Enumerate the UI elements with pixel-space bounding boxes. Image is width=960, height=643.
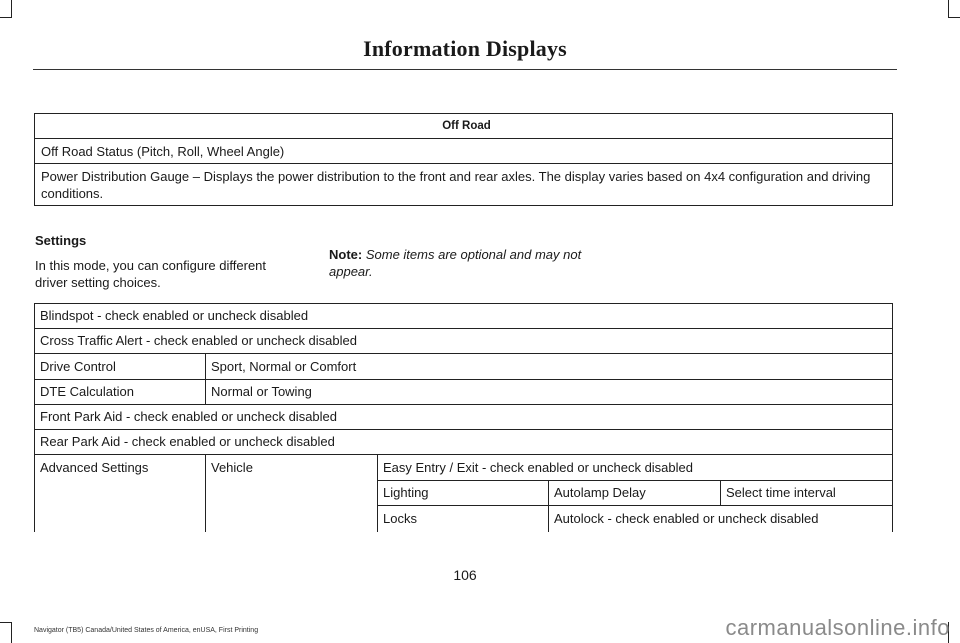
table-row: Off Road Status (Pitch, Roll, Wheel Angle) [35, 139, 893, 164]
table-cell: Locks [383, 511, 417, 526]
watermark: carmanualsonline.info [725, 615, 950, 640]
table-cell: Autolamp Delay [554, 485, 646, 500]
table-cell: Drive Control [40, 359, 116, 374]
page-title: Information Displays [363, 36, 567, 61]
table-rule [205, 454, 206, 532]
note-text: Some items are optional and may not appear. [329, 247, 582, 279]
crop-mark [11, 0, 12, 18]
crop-mark [11, 622, 12, 643]
table-cell: Select time interval [726, 485, 836, 500]
table-row: Power Distribution Gauge – Displays the power distribution to the front and rear axles. The display varies based on 4x4 configuration and driving conditions. [35, 164, 893, 206]
note-label: Note: [329, 247, 363, 262]
table-rule [34, 379, 893, 380]
crop-mark [0, 622, 11, 623]
table-cell: Lighting [383, 485, 429, 500]
crop-mark [0, 17, 11, 18]
table-cell: Front Park Aid - check enabled or uncheck disabled [40, 409, 338, 424]
crop-mark [949, 17, 960, 18]
table-cell: Blindspot - check enabled or uncheck disabled [40, 308, 309, 323]
settings-intro: In this mode, you can configure different driver setting choices. [35, 258, 267, 290]
page-number: 106 [453, 567, 477, 583]
offroad-table-header: Off Road [35, 114, 893, 139]
table-rule [34, 303, 35, 532]
table-cell: Advanced Settings [40, 460, 149, 475]
table-cell: Sport, Normal or Comfort [211, 359, 357, 374]
table-cell: DTE Calculation [40, 384, 134, 399]
table-rule [34, 353, 893, 354]
table-rule [205, 353, 206, 404]
table-cell: Cross Traffic Alert - check enabled or uncheck disabled [40, 333, 357, 348]
table-rule [720, 480, 721, 505]
crop-mark [948, 0, 949, 18]
offroad-table [34, 113, 893, 206]
table-cell: Autolock - check enabled or uncheck disabled [554, 511, 819, 526]
table-cell: Rear Park Aid - check enabled or uncheck disabled [40, 434, 335, 449]
table-cell: Normal or Towing [211, 384, 312, 399]
table-cell: Easy Entry / Exit - check enabled or uncheck disabled [383, 460, 693, 475]
table-rule [377, 454, 378, 532]
settings-table [34, 303, 893, 532]
section-heading: Settings [35, 233, 87, 248]
footer-text: Navigator (TB5) Canada/United States of America, enUSA, First Printing [34, 627, 259, 634]
table-cell: Vehicle [211, 460, 253, 475]
table-rule [548, 480, 549, 532]
settings-note [329, 247, 619, 280]
title-divider [33, 69, 897, 70]
table-rule [892, 303, 893, 532]
